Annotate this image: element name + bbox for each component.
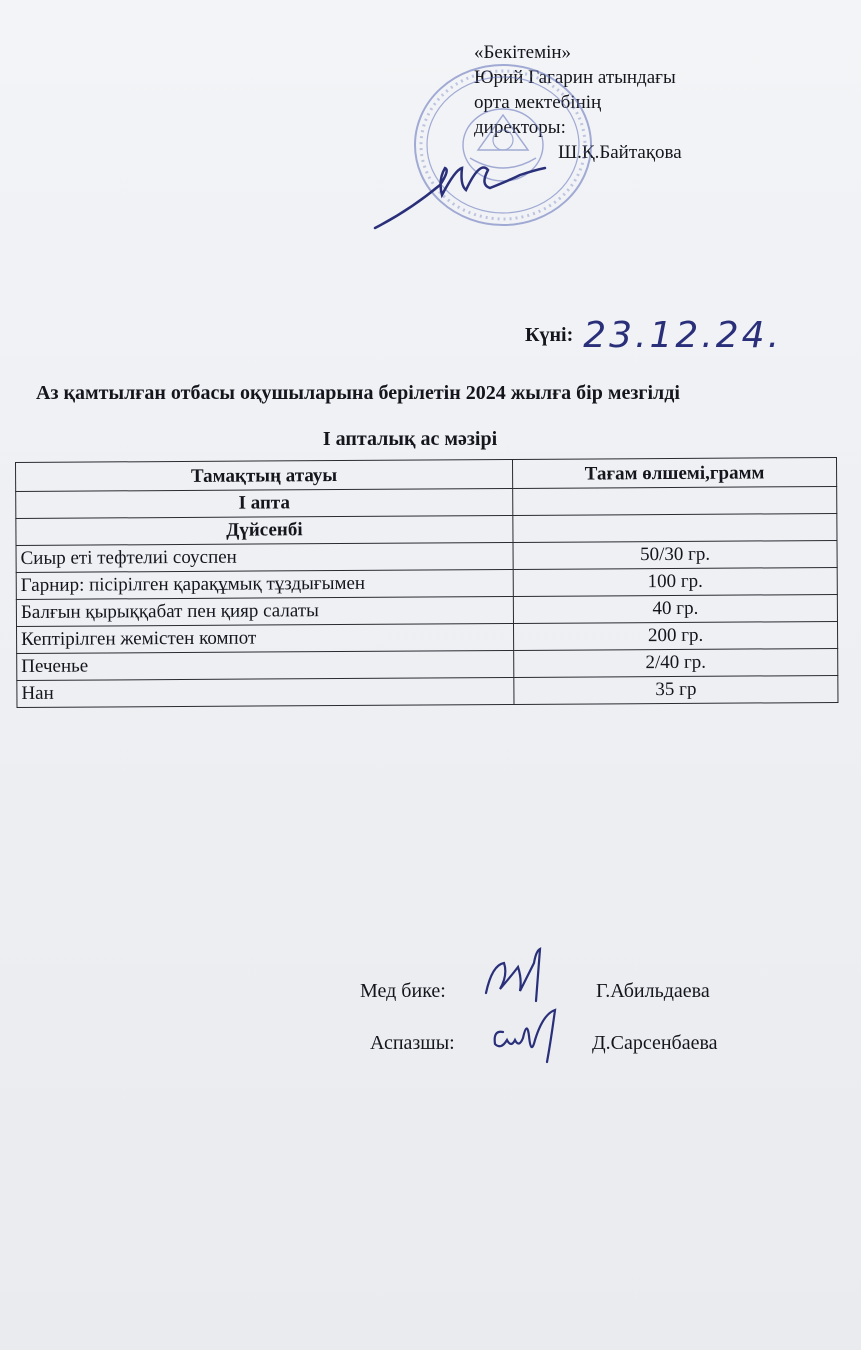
- day-label: Дүйсенбі: [16, 515, 513, 545]
- dish-name: Сиыр еті тефтелиі соуспен: [16, 542, 513, 572]
- nurse-name: Г.Абильдаева: [596, 980, 710, 1002]
- cook-signature-line: [370, 1032, 455, 1055]
- approval-position: директоры:: [474, 117, 566, 138]
- date-value-handwritten: 23.12.24.: [583, 315, 783, 356]
- dish-name: Печенье: [17, 650, 514, 680]
- column-header-portion: Тағам өлшемі,грамм: [512, 457, 836, 488]
- empty-cell: [513, 486, 837, 515]
- nurse-signature-line: [360, 980, 446, 1003]
- approval-school-line: Юрий Гагарин атындағы: [474, 67, 676, 88]
- nurse-label: Мед бике:: [360, 980, 446, 1002]
- cook-signature: [485, 1000, 565, 1064]
- approval-school-line-2: орта мектебінің: [474, 92, 602, 113]
- dish-amount: 100 гр.: [513, 567, 837, 596]
- dish-amount: 200 гр.: [513, 621, 837, 650]
- director-signature: [370, 140, 550, 235]
- dish-name: Балғын қырыққабат пен қияр салаты: [16, 596, 513, 626]
- approval-title: «Бекітемін»: [474, 42, 572, 63]
- document-subtitle: I апталық ас мәзірі: [322, 428, 498, 450]
- cook-name: Д.Сарсенбаева: [592, 1032, 718, 1054]
- dish-name: Кептірілген жемістен компот: [17, 623, 514, 653]
- dish-name: Нан: [17, 677, 514, 707]
- empty-cell: [513, 513, 837, 542]
- date-label: Күні:: [525, 324, 574, 346]
- cook-label: Аспазшы:: [370, 1032, 455, 1054]
- week-label: I апта: [16, 488, 513, 518]
- table-row: [17, 675, 838, 707]
- dish-amount: 50/30 гр.: [513, 540, 837, 569]
- dish-amount: 2/40 гр.: [514, 648, 838, 677]
- menu-table: [15, 457, 838, 708]
- table-header-row: [16, 457, 837, 491]
- column-header-dish: Тамақтың атауы: [16, 459, 513, 491]
- dish-amount: 40 гр.: [513, 594, 837, 623]
- date-row: [525, 315, 782, 356]
- dish-amount: 35 гр: [514, 675, 838, 704]
- dish-name: Гарнир: пісірілген қарақұмық тұздығымен: [16, 569, 513, 599]
- document-title: Аз қамтылған отбасы оқушыларына берілетін 2024 жылға бір мезгілді: [36, 382, 680, 404]
- director-name: Ш.Қ.Байтақова: [558, 142, 682, 163]
